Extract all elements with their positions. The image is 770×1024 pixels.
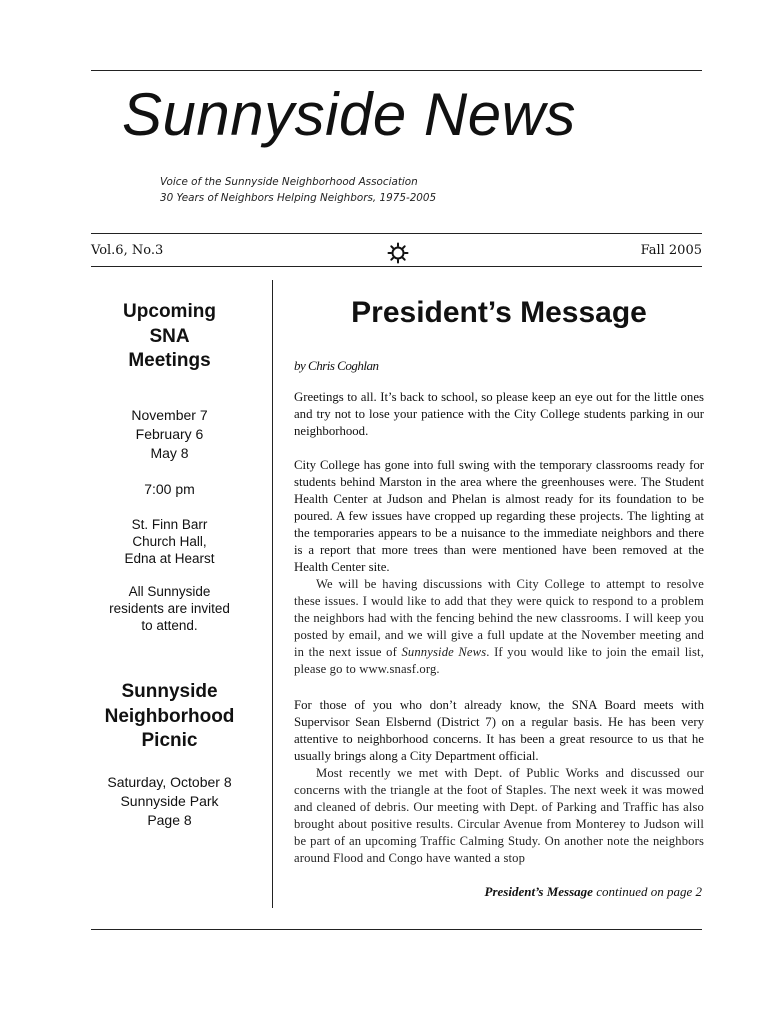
continued-article-title: President’s Message	[484, 884, 593, 899]
issue-bar-top-rule	[91, 233, 702, 234]
article-paragraph: For those of you who don’t already know, the SNA Board meets with Supervisor Sean Elsbernd (District 7) on a regular basis. He has been very attentive to neighborhood concerns. It has been a great resource to us that he usually brings along a City Department official.	[294, 698, 704, 763]
article-paragraph: Greetings to all. It’s back to school, so please keep an eye out for the little ones and try not to lose your patience with the City College students parking in our neighborhood.	[294, 390, 704, 438]
meeting-date: November 7	[131, 406, 208, 423]
article-paragraph: City College has gone into full swing with the temporary classrooms ready for students behind Marston in the area where the greenhouses were. The Student Health Center at Judson and Phelan is almost ready for its foundation to be poured. A few issues have cropped up regarding these projects. The lighting at the temporaries appears to be a nuisance to the immediate neighbors and there is a report that more trees than were mentioned have been removed at the Health Center site.	[294, 458, 704, 574]
issue-volume: Vol.6, No.3	[91, 243, 164, 258]
article-headline: President’s Message	[351, 296, 647, 329]
picnic-detail: Sunnyside Park	[120, 792, 219, 809]
tagline-line-1: Voice of the Sunnyside Neighborhood Association	[160, 176, 418, 188]
meeting-date: May 8	[150, 444, 189, 461]
tagline-line-2: 30 Years of Neighbors Helping Neighbors, 1975-2005	[160, 192, 437, 204]
sun-icon	[387, 242, 409, 264]
masthead-tagline	[160, 174, 436, 206]
article-paragraph: Most recently we met with Dept. of Public Works and discussed our concerns with the triangle at the foot of Staples. The next week it was mowed and cleaned of debris. Our meeting with Dept. of Parking and Traffic has also brought about positive results. Circular Avenue from Monterey to Judson will be part of an upcoming Traffic Calming Study. On another note the neighbors around Flood and Congo have wanted a stop	[294, 766, 704, 865]
continued-note	[485, 884, 703, 900]
picnic-heading-line-1: Sunnyside	[121, 681, 218, 702]
continued-page-ref: continued on page 2	[592, 884, 702, 899]
meetings-heading-line-3: Meetings	[128, 350, 211, 371]
picnic-heading-line-3: Picnic	[141, 730, 198, 751]
meeting-note: All Sunnyside	[128, 583, 211, 599]
article-paragraph	[294, 576, 704, 678]
meetings-heading-line-1: Upcoming	[123, 301, 216, 322]
meeting-location: Church Hall,	[132, 533, 207, 549]
picnic-detail: Saturday, October 8	[107, 773, 232, 790]
meetings-box	[98, 300, 241, 634]
column-divider	[272, 280, 273, 908]
meeting-time: 7:00 pm	[144, 480, 195, 497]
picnic-box	[98, 680, 241, 830]
masthead-title: Sunnyside News	[122, 81, 576, 148]
issue-bar-bottom-rule	[91, 266, 702, 267]
meetings-heading-line-2: SNA	[149, 325, 190, 347]
meeting-note: to attend.	[141, 617, 198, 633]
meeting-location: Edna at Hearst	[124, 550, 215, 566]
picnic-heading-line-2: Neighborhood	[104, 705, 235, 727]
article-byline: by Chris Coghlan	[294, 358, 379, 373]
paragraph-text: . If you would like to join the email list, please go to www.snasf.org.	[294, 645, 705, 676]
top-rule	[91, 70, 702, 71]
paragraph-text: We will be having discussions with City College to attempt to resolve these issues. I would like to add that they were quick to respond to a problem the neighbors had with the fencing behind the new classrooms. I will keep you posted by email, and we will give a full update at the November meeting and in the next issue of	[294, 577, 704, 659]
bottom-rule	[91, 929, 702, 930]
meeting-location: St. Finn Barr	[131, 516, 208, 532]
meeting-note: residents are invited	[109, 600, 230, 616]
picnic-detail: Page 8	[147, 811, 192, 828]
meeting-date: February 6	[135, 425, 204, 442]
publication-name: Sunnyside News	[401, 645, 487, 659]
issue-season: Fall 2005	[640, 243, 702, 258]
